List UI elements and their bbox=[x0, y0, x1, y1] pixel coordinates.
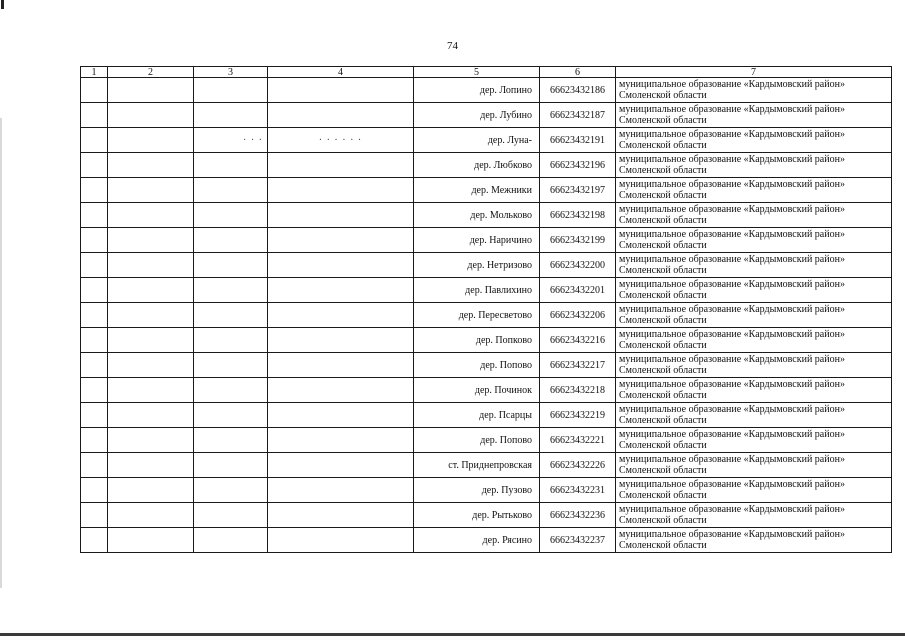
table-row bbox=[81, 478, 892, 503]
cell-col-1 bbox=[81, 303, 108, 328]
cell-col-3 bbox=[194, 153, 268, 178]
cell-col-1 bbox=[81, 103, 108, 128]
owner-text: муниципальное образование «Кардымовский район» Смоленской области bbox=[616, 178, 892, 203]
cell-col-2 bbox=[108, 278, 194, 303]
owner-text: муниципальное образование «Кардымовский район» Смоленской области bbox=[616, 328, 892, 353]
cell-col-2 bbox=[108, 503, 194, 528]
cell-col-3 bbox=[194, 378, 268, 403]
settlement-name: дер. Попково bbox=[414, 328, 540, 353]
cell-col-4 bbox=[268, 503, 414, 528]
cell-col-2 bbox=[108, 403, 194, 428]
table-row bbox=[81, 178, 892, 203]
settlement-name: дер. Межники bbox=[414, 178, 540, 203]
cell-col-4 bbox=[268, 278, 414, 303]
settlement-code: 66623432226 bbox=[540, 453, 616, 478]
owner-text: муниципальное образование «Кардымовский район» Смоленской области bbox=[616, 528, 892, 553]
cell-col-4 bbox=[268, 78, 414, 103]
table-row bbox=[81, 453, 892, 478]
cell-col-4 bbox=[268, 403, 414, 428]
cell-col-1 bbox=[81, 478, 108, 503]
cell-col-4: · · · · · · bbox=[268, 128, 414, 153]
cell-col-4 bbox=[268, 528, 414, 553]
cell-col-3 bbox=[194, 503, 268, 528]
cell-col-1 bbox=[81, 503, 108, 528]
cell-col-1 bbox=[81, 153, 108, 178]
table-row bbox=[81, 378, 892, 403]
settlement-name: дер. Починок bbox=[414, 378, 540, 403]
table-row bbox=[81, 78, 892, 103]
settlement-code: 66623432231 bbox=[540, 478, 616, 503]
cell-col-1 bbox=[81, 128, 108, 153]
settlement-code: 66623432187 bbox=[540, 103, 616, 128]
cell-col-3 bbox=[194, 228, 268, 253]
cell-col-3 bbox=[194, 203, 268, 228]
cell-col-3 bbox=[194, 403, 268, 428]
cell-col-4 bbox=[268, 328, 414, 353]
page-number: 74 bbox=[447, 40, 458, 52]
cell-col-2 bbox=[108, 378, 194, 403]
settlement-code: 66623432196 bbox=[540, 153, 616, 178]
owner-text: муниципальное образование «Кардымовский район» Смоленской области bbox=[616, 228, 892, 253]
owner-text: муниципальное образование «Кардымовский район» Смоленской области bbox=[616, 153, 892, 178]
settlement-code: 66623432197 bbox=[540, 178, 616, 203]
cell-col-1 bbox=[81, 78, 108, 103]
cell-col-3 bbox=[194, 103, 268, 128]
cell-col-1 bbox=[81, 378, 108, 403]
owner-text: муниципальное образование «Кардымовский район» Смоленской области bbox=[616, 378, 892, 403]
settlement-name: дер. Псарцы bbox=[414, 403, 540, 428]
settlement-code: 66623432237 bbox=[540, 528, 616, 553]
owner-text: муниципальное образование «Кардымовский район» Смоленской области bbox=[616, 278, 892, 303]
settlement-code: 66623432186 bbox=[540, 78, 616, 103]
cell-col-1 bbox=[81, 453, 108, 478]
settlement-name: дер. Попово bbox=[414, 353, 540, 378]
cell-col-2 bbox=[108, 428, 194, 453]
cell-col-1 bbox=[81, 278, 108, 303]
settlement-name: дер. Нетризово bbox=[414, 253, 540, 278]
cell-col-4 bbox=[268, 303, 414, 328]
scan-artifact-bottom bbox=[0, 633, 905, 636]
cell-col-3 bbox=[194, 178, 268, 203]
header-col-6: 6 bbox=[540, 67, 616, 78]
settlement-code: 66623432217 bbox=[540, 353, 616, 378]
cell-col-1 bbox=[81, 403, 108, 428]
cell-col-3 bbox=[194, 453, 268, 478]
registry-table bbox=[80, 66, 892, 553]
cell-col-4 bbox=[268, 178, 414, 203]
cell-col-3 bbox=[194, 328, 268, 353]
owner-text: муниципальное образование «Кардымовский район» Смоленской области bbox=[616, 203, 892, 228]
table-row bbox=[81, 303, 892, 328]
scan-artifact-left bbox=[0, 118, 2, 588]
table-row bbox=[81, 503, 892, 528]
settlement-code: 66623432200 bbox=[540, 253, 616, 278]
cell-col-3 bbox=[194, 78, 268, 103]
cell-col-3 bbox=[194, 528, 268, 553]
table-row bbox=[81, 153, 892, 178]
table-row bbox=[81, 278, 892, 303]
settlement-name: дер. Рясино bbox=[414, 528, 540, 553]
settlement-name: ст. Приднепровская bbox=[414, 453, 540, 478]
cell-col-2 bbox=[108, 478, 194, 503]
cell-col-1 bbox=[81, 228, 108, 253]
cell-col-2 bbox=[108, 153, 194, 178]
cell-col-4 bbox=[268, 453, 414, 478]
table-row bbox=[81, 203, 892, 228]
cell-col-3 bbox=[194, 353, 268, 378]
settlement-code: 66623432191 bbox=[540, 128, 616, 153]
cell-col-4 bbox=[268, 103, 414, 128]
settlement-code: 66623432201 bbox=[540, 278, 616, 303]
table-row bbox=[81, 353, 892, 378]
table-row bbox=[81, 253, 892, 278]
owner-text: муниципальное образование «Кардымовский район» Смоленской области bbox=[616, 78, 892, 103]
settlement-name: дер. Наричино bbox=[414, 228, 540, 253]
cell-col-2 bbox=[108, 453, 194, 478]
cell-col-3: · · · bbox=[194, 128, 268, 153]
settlement-code: 66623432236 bbox=[540, 503, 616, 528]
cell-col-1 bbox=[81, 203, 108, 228]
cell-col-2 bbox=[108, 228, 194, 253]
header-col-2: 2 bbox=[108, 67, 194, 78]
owner-text: муниципальное образование «Кардымовский район» Смоленской области bbox=[616, 128, 892, 153]
owner-text: муниципальное образование «Кардымовский район» Смоленской области bbox=[616, 478, 892, 503]
owner-text: муниципальное образование «Кардымовский район» Смоленской области bbox=[616, 103, 892, 128]
header-col-1: 1 bbox=[81, 67, 108, 78]
cell-col-4 bbox=[268, 428, 414, 453]
cell-col-3 bbox=[194, 478, 268, 503]
settlement-name: дер. Пересветово bbox=[414, 303, 540, 328]
cell-col-1 bbox=[81, 428, 108, 453]
table-row bbox=[81, 428, 892, 453]
cell-col-1 bbox=[81, 178, 108, 203]
settlement-name: дер. Лопино bbox=[414, 78, 540, 103]
cell-col-3 bbox=[194, 278, 268, 303]
cell-col-1 bbox=[81, 328, 108, 353]
owner-text: муниципальное образование «Кардымовский район» Смоленской области bbox=[616, 453, 892, 478]
settlement-name: дер. Лубино bbox=[414, 103, 540, 128]
settlement-name: дер. Рытьково bbox=[414, 503, 540, 528]
header-col-3: 3 bbox=[194, 67, 268, 78]
table-row bbox=[81, 128, 892, 153]
table-row bbox=[81, 528, 892, 553]
cell-col-2 bbox=[108, 128, 194, 153]
settlement-code: 66623432199 bbox=[540, 228, 616, 253]
owner-text: муниципальное образование «Кардымовский район» Смоленской области bbox=[616, 503, 892, 528]
header-row bbox=[81, 67, 892, 78]
owner-text: муниципальное образование «Кардымовский район» Смоленской области bbox=[616, 403, 892, 428]
cell-col-2 bbox=[108, 303, 194, 328]
cell-col-3 bbox=[194, 253, 268, 278]
cell-col-2 bbox=[108, 253, 194, 278]
settlement-name: дер. Любково bbox=[414, 153, 540, 178]
settlement-name: дер. Попово bbox=[414, 428, 540, 453]
owner-text: муниципальное образование «Кардымовский район» Смоленской области bbox=[616, 353, 892, 378]
cell-col-4 bbox=[268, 228, 414, 253]
table-row bbox=[81, 228, 892, 253]
cell-col-2 bbox=[108, 328, 194, 353]
cell-col-4 bbox=[268, 153, 414, 178]
scan-artifact-top bbox=[1, 0, 4, 9]
owner-text: муниципальное образование «Кардымовский район» Смоленской области bbox=[616, 303, 892, 328]
cell-col-2 bbox=[108, 353, 194, 378]
cell-col-4 bbox=[268, 478, 414, 503]
cell-col-4 bbox=[268, 378, 414, 403]
settlement-name: дер. Пузово bbox=[414, 478, 540, 503]
settlement-code: 66623432216 bbox=[540, 328, 616, 353]
cell-col-4 bbox=[268, 203, 414, 228]
settlement-code: 66623432221 bbox=[540, 428, 616, 453]
header-col-4: 4 bbox=[268, 67, 414, 78]
header-col-7: 7 bbox=[616, 67, 892, 78]
settlement-name: дер. Павлихино bbox=[414, 278, 540, 303]
cell-col-4 bbox=[268, 253, 414, 278]
cell-col-1 bbox=[81, 353, 108, 378]
cell-col-1 bbox=[81, 528, 108, 553]
table-row bbox=[81, 403, 892, 428]
settlement-name: дер. Мольково bbox=[414, 203, 540, 228]
settlement-code: 66623432198 bbox=[540, 203, 616, 228]
cell-col-2 bbox=[108, 178, 194, 203]
header-col-5: 5 bbox=[414, 67, 540, 78]
table-row bbox=[81, 328, 892, 353]
cell-col-4 bbox=[268, 353, 414, 378]
cell-col-3 bbox=[194, 428, 268, 453]
cell-col-1 bbox=[81, 253, 108, 278]
cell-col-2 bbox=[108, 78, 194, 103]
settlement-code: 66623432219 bbox=[540, 403, 616, 428]
settlement-code: 66623432218 bbox=[540, 378, 616, 403]
cell-col-2 bbox=[108, 528, 194, 553]
table-row bbox=[81, 103, 892, 128]
cell-col-3 bbox=[194, 303, 268, 328]
owner-text: муниципальное образование «Кардымовский район» Смоленской области bbox=[616, 253, 892, 278]
owner-text: муниципальное образование «Кардымовский район» Смоленской области bbox=[616, 428, 892, 453]
settlement-name: дер. Луна- bbox=[414, 128, 540, 153]
cell-col-2 bbox=[108, 203, 194, 228]
settlement-code: 66623432206 bbox=[540, 303, 616, 328]
cell-col-2 bbox=[108, 103, 194, 128]
